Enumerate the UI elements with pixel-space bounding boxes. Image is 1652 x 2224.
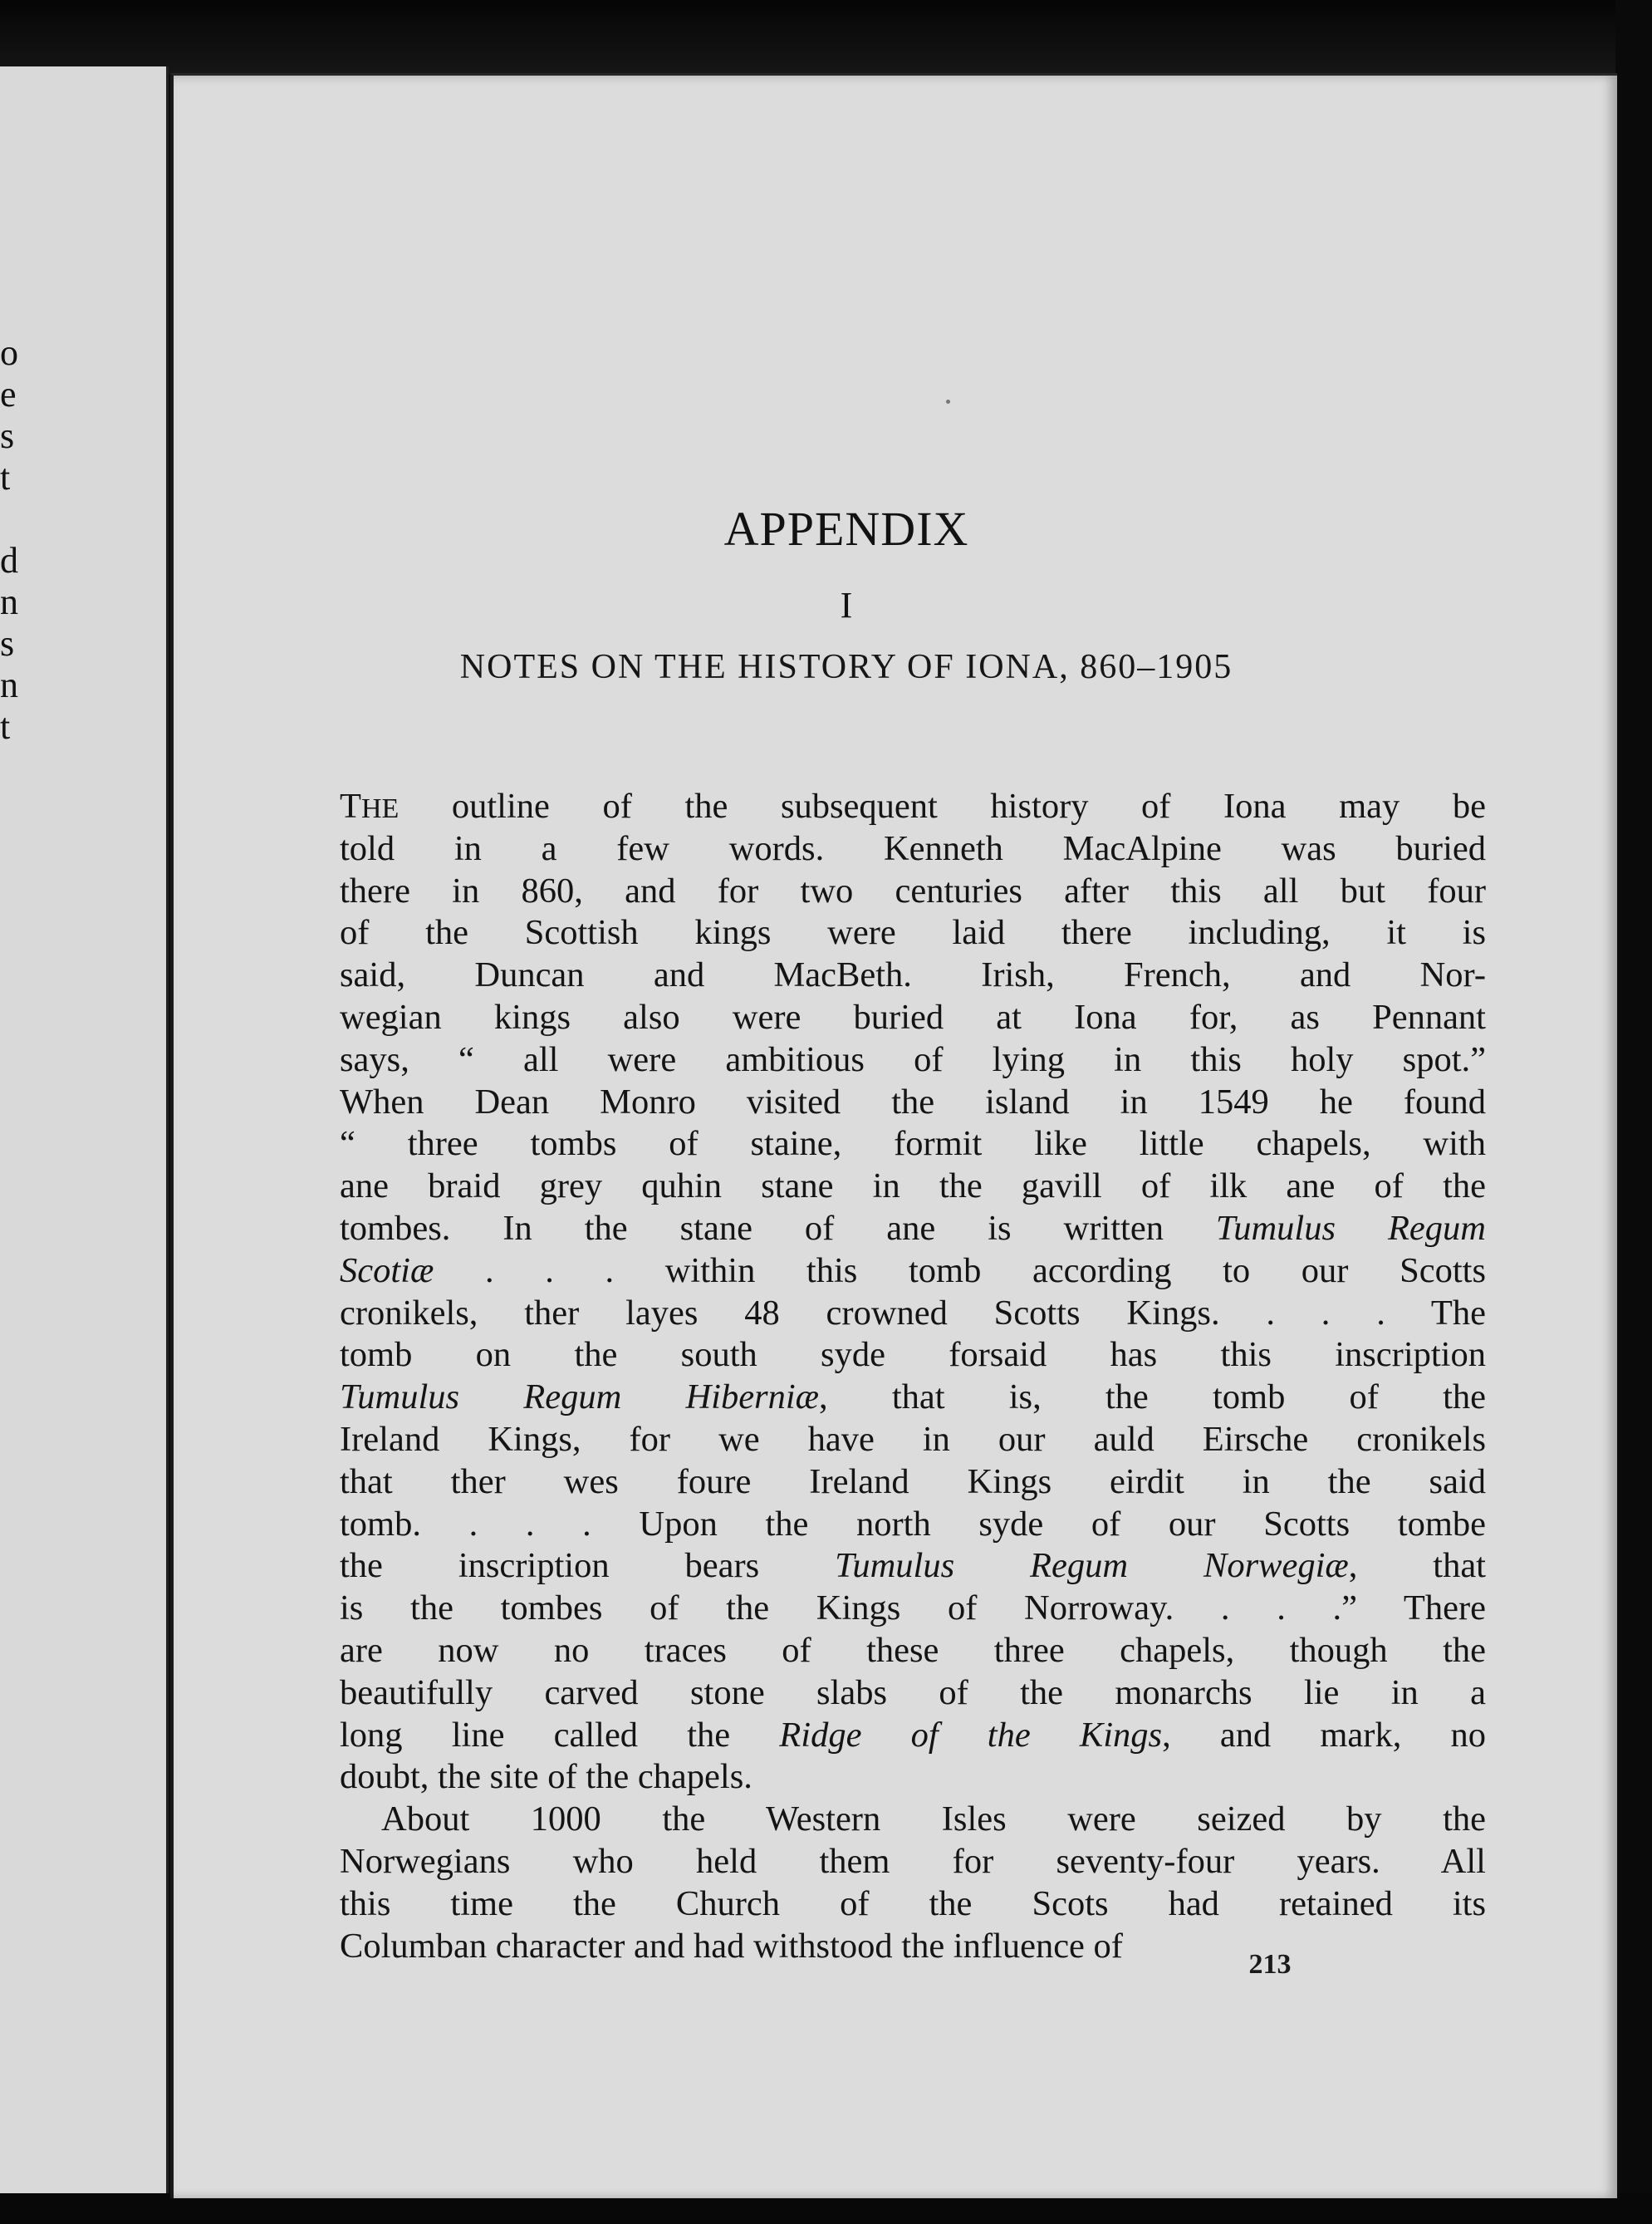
text-line: Columban character and had withstood the influence of: [340, 1926, 1123, 1966]
previous-page-edge: [0, 66, 169, 2193]
text-line: this time the Church of the Scots had retained its: [340, 1883, 1486, 1923]
text-line: that ther wes foure Ireland Kings eirdit in the said: [340, 1461, 1486, 1501]
text-line: Scotiæ . . . within this tomb according to our Scotts: [340, 1250, 1486, 1290]
section-title: NOTES ON THE HISTORY OF IONA, 860–1905: [459, 648, 1233, 686]
text-line: there in 860, and for two centuries after this all but four: [340, 871, 1486, 911]
text-line: are now no traces of these three chapels, though the: [340, 1630, 1486, 1670]
edge-letter: s: [0, 415, 15, 456]
book-page: [170, 73, 1617, 2198]
paragraph-1: [340, 786, 1486, 1799]
edge-letter: o: [0, 332, 18, 373]
edge-letter: d: [0, 540, 18, 581]
edge-letter: [0, 498, 18, 540]
edge-letter: n: [0, 582, 18, 622]
text-line: says, “ all were ambitious of lying in this holy spot.”: [340, 1039, 1486, 1079]
text-line: cronikels, ther layes 48 crowned Scotts Kings. . . . The: [340, 1293, 1486, 1333]
text-line: When Dean Monro visited the island in 1549 he found: [340, 1082, 1486, 1122]
text-line: “ three tombs of staine, formit like little chapels, with: [340, 1124, 1486, 1164]
body-text: [340, 786, 1486, 1967]
paragraph-2: [340, 1799, 1486, 1967]
scan-border-top: [0, 0, 1652, 75]
edge-letter: t: [0, 706, 11, 747]
text-line: told in a few words. Kenneth MacAlpine was buried: [340, 828, 1486, 868]
text-line: beautifully carved stone slabs of the monarchs lie in a: [340, 1672, 1486, 1712]
text-line: said, Duncan and MacBeth. Irish, French, and Nor-: [340, 955, 1486, 995]
edge-letter: e: [0, 374, 17, 415]
text-line: About 1000 the Western Isles were seized by the: [381, 1799, 1486, 1839]
text-line: wegian kings also were buried at Iona for, as Pennant: [340, 997, 1486, 1037]
scan-speck: [946, 400, 950, 404]
section-number: I: [840, 585, 853, 626]
text-line: Norwegians who held them for seventy-four years. All: [340, 1841, 1486, 1881]
edge-letter: t: [0, 457, 11, 498]
text-line: of the Scottish kings were laid there including, it is: [340, 913, 1486, 953]
scan-border-right: [1615, 0, 1652, 2224]
text-line: ane braid grey quhin stane in the gavill of ilk ane of the: [340, 1166, 1486, 1206]
text-line: tombes. In the stane of ane is written Tumulus Regum: [340, 1208, 1486, 1248]
previous-page-letters: [0, 332, 18, 748]
text-line: THE outline of the subsequent history of Iona may be: [340, 787, 1486, 826]
text-line: Tumulus Regum Hiberniæ, that is, the tomb of the: [340, 1377, 1486, 1417]
text-line: tomb. . . . Upon the north syde of our Scotts tombe: [340, 1504, 1486, 1544]
page-number: 213: [1248, 1949, 1292, 1980]
text-line: tomb on the south syde forsaid has this inscription: [340, 1335, 1486, 1375]
edge-letter: s: [0, 623, 15, 664]
text-line: is the tombes of the Kings of Norroway. . . .” There: [340, 1588, 1486, 1628]
appendix-heading: APPENDIX: [723, 502, 969, 556]
text-line: long line called the Ridge of the Kings, and mark, no: [340, 1715, 1486, 1755]
edge-letter: n: [0, 665, 18, 705]
text-line: the inscription bears Tumulus Regum Norwegiæ, that: [340, 1546, 1486, 1586]
text-line: doubt, the site of the chapels.: [340, 1757, 752, 1797]
text-line: Ireland Kings, for we have in our auld Eirsche cronikels: [340, 1419, 1486, 1459]
